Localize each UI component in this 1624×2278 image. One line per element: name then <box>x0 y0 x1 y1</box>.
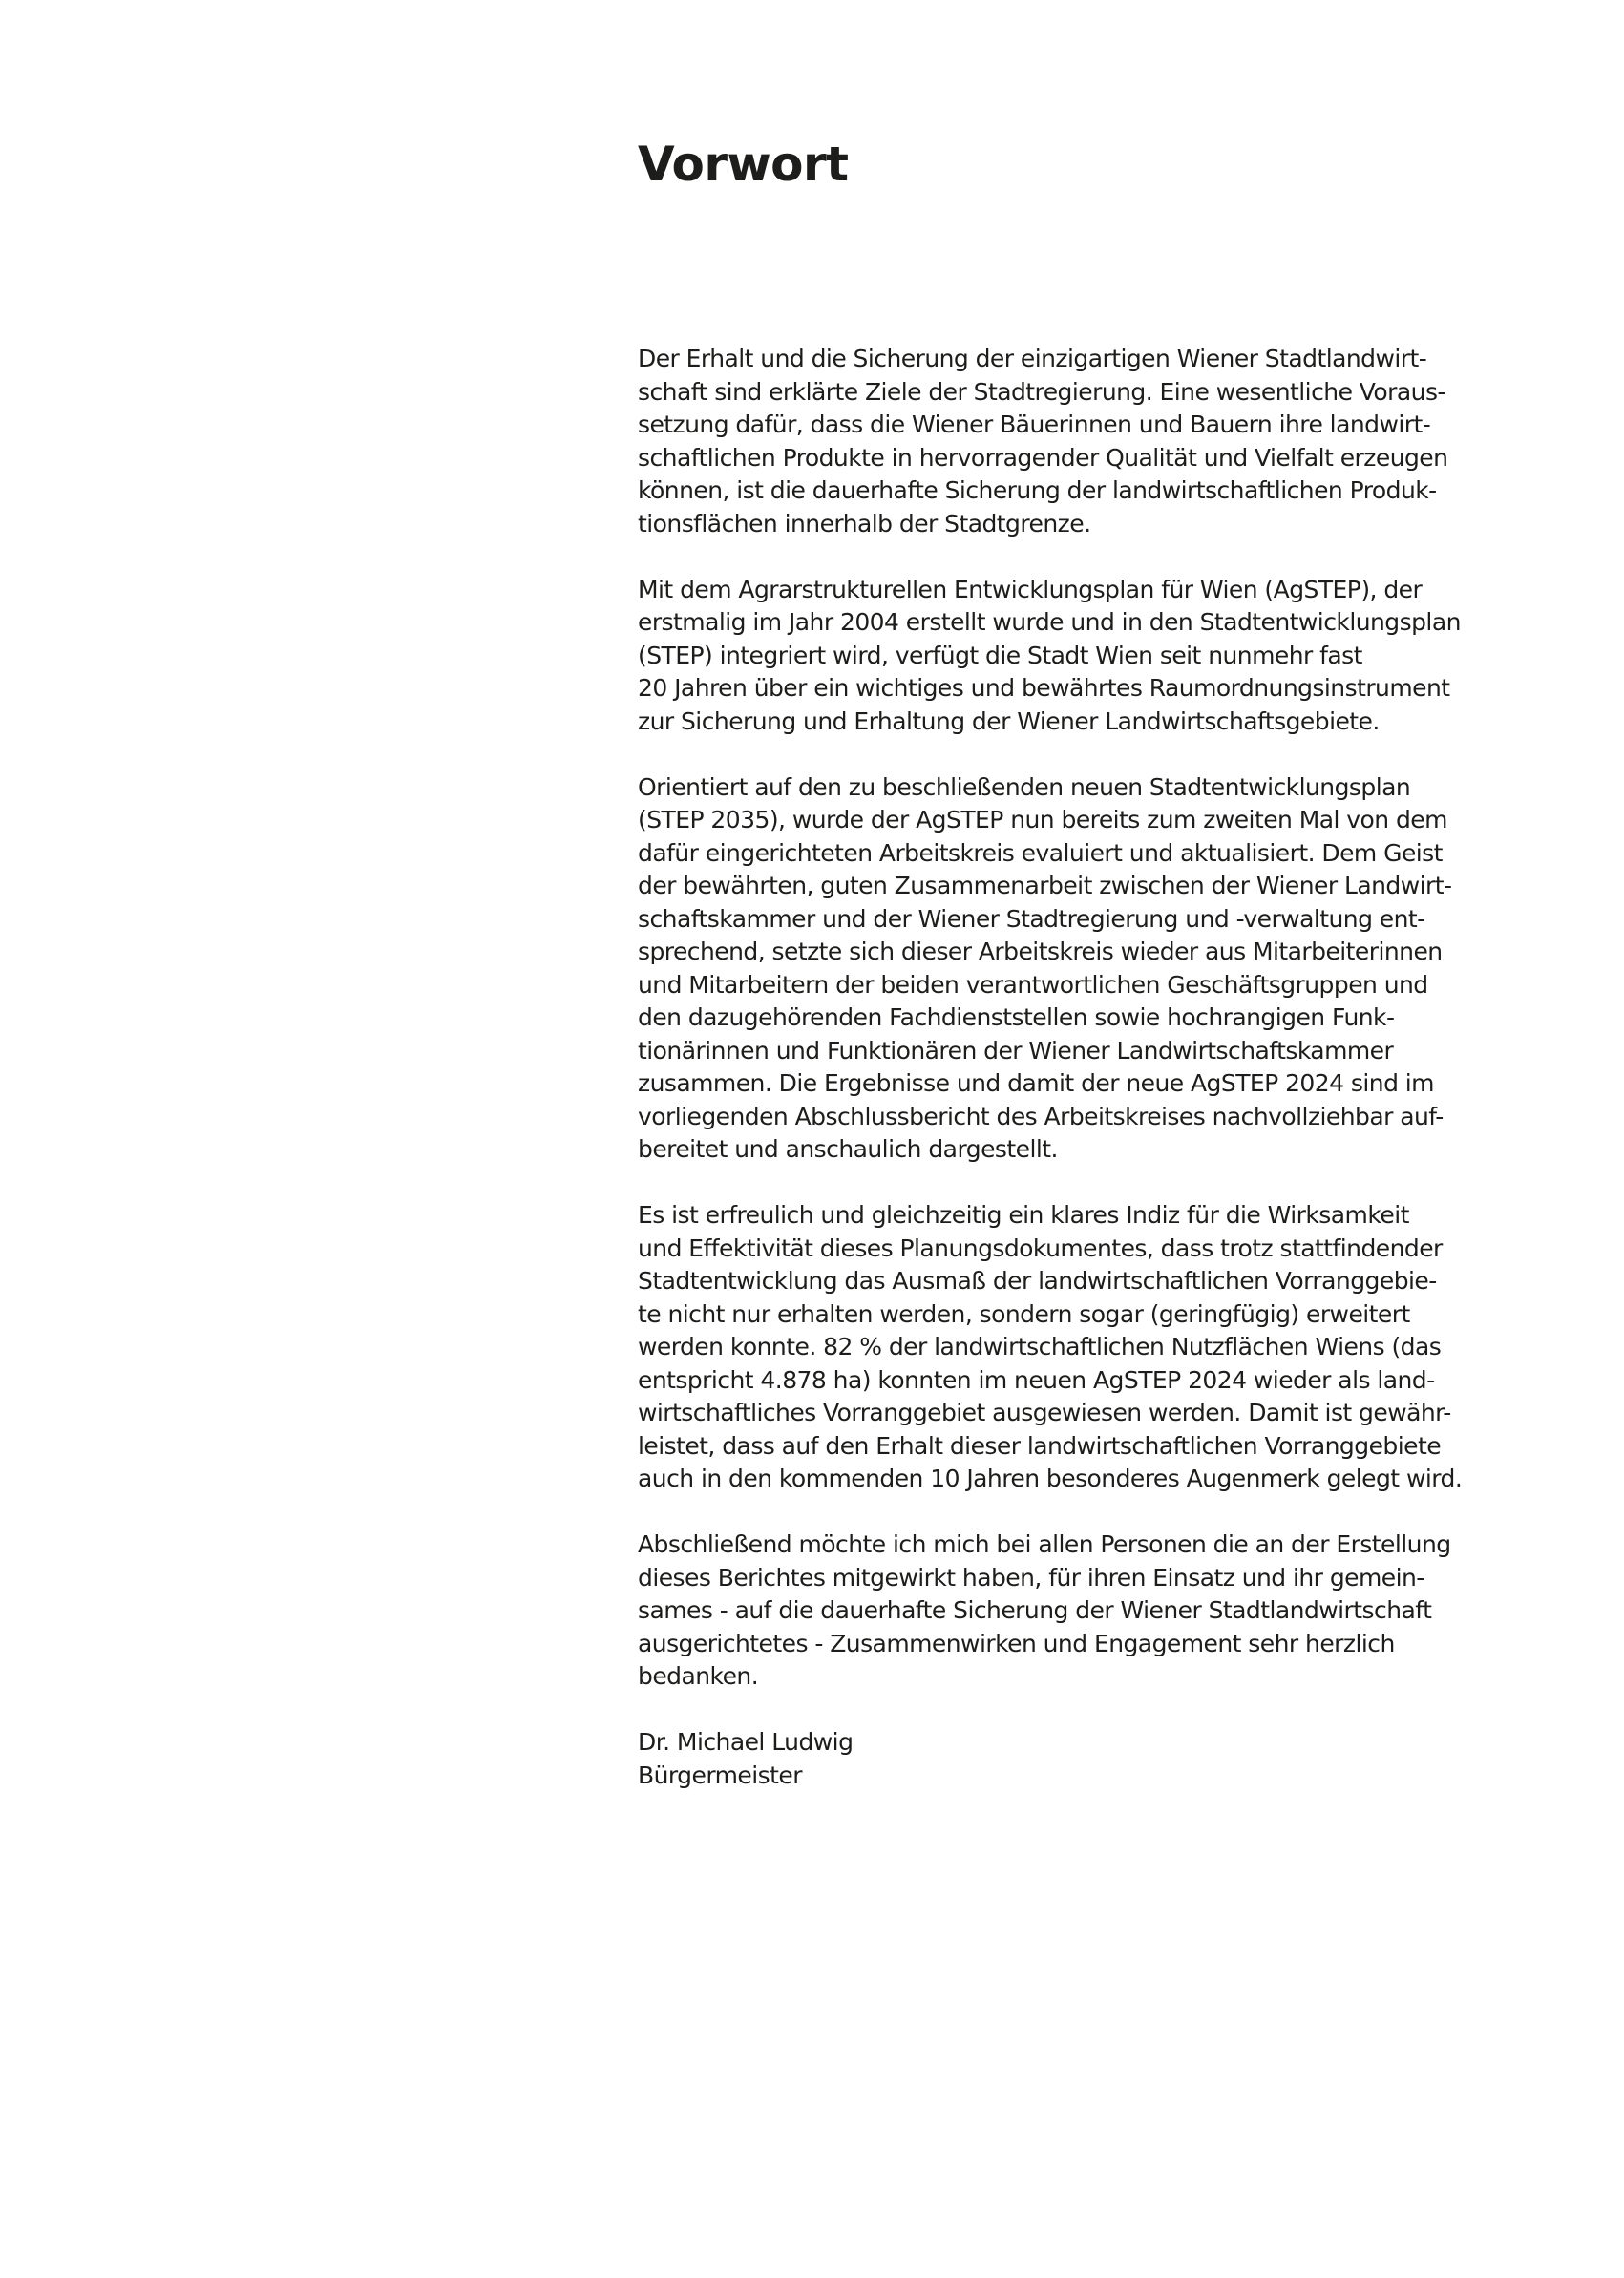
paragraph-5 <box>638 1529 1554 1694</box>
text-line: schaftskammer und der Wiener Stadtregierung und -verwaltung ent- <box>638 904 1425 933</box>
text-line: vorliegenden Abschlussbericht des Arbeitskreises nachvollziehbar auf- <box>638 1102 1444 1130</box>
foreword-body <box>638 343 1554 1792</box>
text-line: Abschließend möchte ich mich bei allen Personen die an der Erstellung <box>638 1530 1451 1558</box>
text-line: Es ist erfreulich und gleichzeitig ein klares Indiz für die Wirksamkeit <box>638 1201 1409 1229</box>
text-line: tionärinnen und Funktionären der Wiener Landwirtschaftskammer <box>638 1036 1394 1065</box>
signature-block <box>638 1726 1554 1792</box>
text-line: erstmalig im Jahr 2004 erstellt wurde und in den Stadtentwicklungsplan <box>638 608 1461 636</box>
text-line: 20 Jahren über ein wichtiges und bewährtes Raumordnungsinstrument <box>638 674 1450 702</box>
text-line: leistet, dass auf den Erhalt dieser landwirtschaftlichen Vorranggebiete <box>638 1431 1442 1460</box>
text-line: bereitet und anschaulich dargestellt. <box>638 1135 1058 1163</box>
text-line: den dazugehörenden Fachdienststellen sowie hochrangigen Funk- <box>638 1003 1395 1031</box>
text-line: dieses Berichtes mitgewirkt haben, für ihren Einsatz und ihr gemein- <box>638 1563 1424 1592</box>
text-line: auch in den kommenden 10 Jahren besonderes Augenmerk gelegt wird. <box>638 1465 1463 1492</box>
page-title: Vorwort <box>638 137 849 192</box>
signature-role: Bürgermeister <box>638 1761 802 1789</box>
text-line: Mit dem Agrarstrukturellen Entwicklungsplan für Wien (AgSTEP), der <box>638 575 1423 603</box>
text-line: der bewährten, guten Zusammenarbeit zwischen der Wiener Landwirt- <box>638 872 1452 899</box>
paragraph-2 <box>638 574 1554 739</box>
text-line: Stadtentwicklung das Ausmaß der landwirtschaftlichen Vorranggebie- <box>638 1267 1437 1295</box>
text-line: te nicht nur erhalten werden, sondern sogar (geringfügig) erweitert <box>638 1299 1410 1328</box>
text-line: entspricht 4.878 ha) konnten im neuen AgSTEP 2024 wieder als land- <box>638 1365 1435 1394</box>
text-line: (STEP) integriert wird, verfügt die Stadt Wien seit nunmehr fast <box>638 641 1362 669</box>
text-line: schaft sind erklärte Ziele der Stadtregierung. Eine wesentliche Voraus- <box>638 377 1445 406</box>
text-line: sprechend, setzte sich dieser Arbeitskreis wieder aus Mitarbeiterinnen <box>638 938 1443 965</box>
paragraph-1 <box>638 343 1554 540</box>
text-line: zur Sicherung und Erhaltung der Wiener Landwirtschaftsgebiete. <box>638 707 1380 735</box>
text-line: wirtschaftliches Vorranggebiet ausgewiesen werden. Damit ist gewähr- <box>638 1399 1451 1426</box>
text-line: Orientiert auf den zu beschließenden neuen Stadtentwicklungsplan <box>638 772 1411 801</box>
text-line: werden konnte. 82 % der landwirtschaftlichen Nutzflächen Wiens (das <box>638 1333 1442 1360</box>
signature-name: Dr. Michael Ludwig <box>638 1728 854 1756</box>
text-line: ausgerichtetes - Zusammenwirken und Engagement sehr herzlich <box>638 1629 1395 1657</box>
text-line: setzung dafür, dass die Wiener Bäuerinnen und Bauern ihre landwirt- <box>638 411 1431 438</box>
text-line: können, ist die dauerhafte Sicherung der landwirtschaftlichen Produk- <box>638 476 1437 504</box>
text-line: tionsflächen innerhalb der Stadtgrenze. <box>638 509 1091 538</box>
text-line: (STEP 2035), wurde der AgSTEP nun bereits zum zweiten Mal von dem <box>638 806 1447 833</box>
text-line: bedanken. <box>638 1662 759 1690</box>
text-line: dafür eingerichteten Arbeitskreis evaluiert und aktualisiert. Dem Geist <box>638 838 1443 867</box>
paragraph-4 <box>638 1199 1554 1496</box>
text-line: zusammen. Die Ergebnisse und damit der neue AgSTEP 2024 sind im <box>638 1069 1434 1097</box>
text-line: sames - auf die dauerhafte Sicherung der Wiener Stadtlandwirtschaft <box>638 1596 1432 1624</box>
text-line: schaftlichen Produkte in hervorragender Qualität und Vielfalt erzeugen <box>638 443 1448 472</box>
paragraph-3 <box>638 771 1554 1167</box>
text-line: und Effektivität dieses Planungsdokumentes, dass trotz stattfindender <box>638 1234 1443 1262</box>
text-line: Der Erhalt und die Sicherung der einzigartigen Wiener Stadtlandwirt- <box>638 345 1427 372</box>
text-line: und Mitarbeitern der beiden verantwortlichen Geschäftsgruppen und <box>638 970 1428 999</box>
